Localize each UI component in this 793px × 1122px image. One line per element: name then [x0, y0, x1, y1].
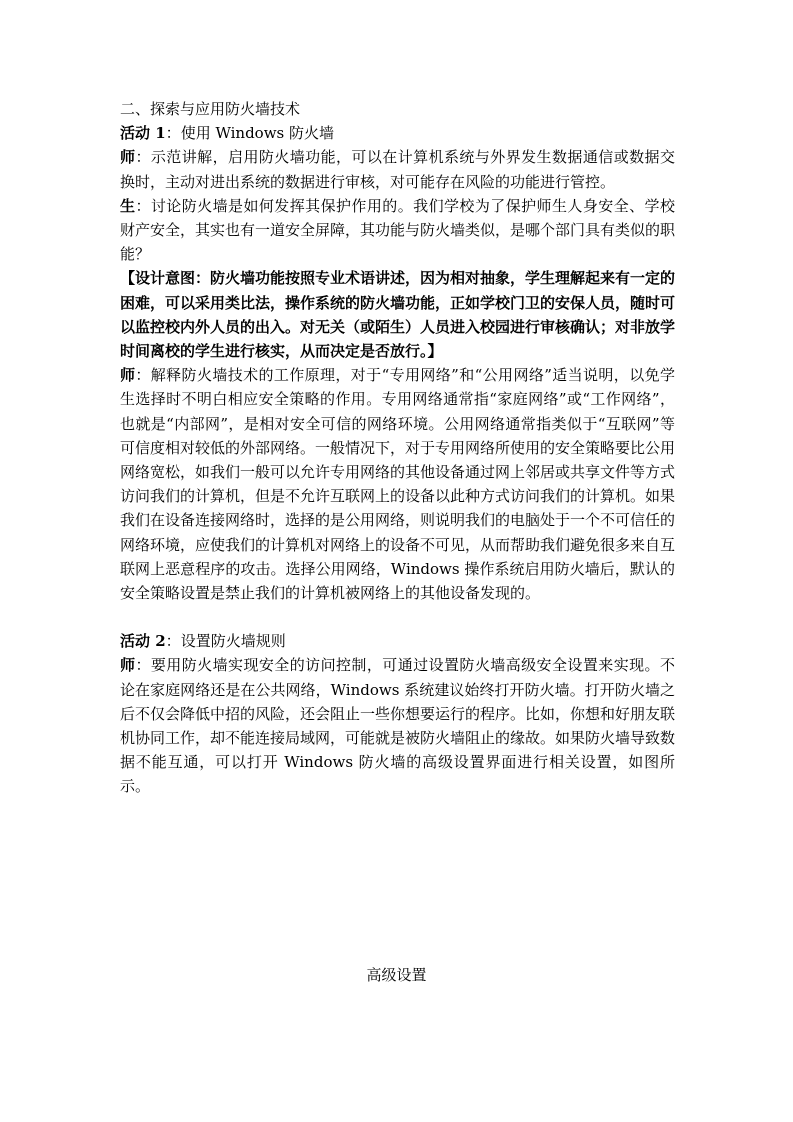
- teacher-paragraph-1: [120, 145, 675, 193]
- blank-line: [120, 605, 675, 629]
- speaker-teacher: 师: [120, 656, 136, 675]
- speaker-teacher: 师: [120, 366, 136, 385]
- activity-2-title: 设置防火墙规则: [180, 632, 286, 651]
- paragraph-text: 解释防火墙技术的工作原理，对于“专用网络”和“公用网络”适当说明，以免学生选择时不明白相应安全策略的作用。专用网络通常指“家庭网络”或“工作网络”，也就是“内部网”，是相对安全可信的网络环境。公用网络通常指类似于“互联网”等可信度相对较低的外部网络。一般情况下，对于专用网络所使用的安全策略要比公用网络宽松，如我们一般可以允许专用网络的其他设备通过网上邻居或共享文件等方式访问我们的计算机，但是不允许互联网上的设备以此种方式访问我们的计算机。如果我们在设备连接网络时，选择的是公用网络，则说明我们的电脑处于一个不可信任的网络环境，应使我们的计算机对网络上的设备不可见，从而帮助我们避免很多来自互联网上恶意程序的攻击。选择公用网络，Windows 操作系统启用防火墙后，默认的安全策略设置是禁止我们的计算机被网络上的其他设备发现的。: [120, 366, 676, 603]
- speaker-separator: ：: [135, 366, 151, 385]
- paragraph-text: 讨论防火墙是如何发挥其保护作用的。我们学校为了保护师生人身安全、学校财产安全，其实也有一道安全屏障，其功能与防火墙类似，是哪个部门具有类似的职能？: [120, 196, 676, 264]
- paragraph-text: 要用防火墙实现安全的访问控制，可通过设置防火墙高级安全设置来实现。不论在家庭网络还是在公共网络，Windows 系统建议始终打开防火墙。打开防火墙之后不仅会降低中招的风险，还会阻止一些你想要运行的程序。比如，你想和好朋友联机协同工作，却不能连接局域网，可能就是被防火墙阻止的缘故。如果防火墙导致数据不能互通，可以打开 Windows 防火墙的高级设置界面进行相关设置，如图所示。: [120, 656, 676, 796]
- activity-1-label: 活动 1: [120, 124, 166, 143]
- activity-1-title: 使用 Windows 防火墙: [180, 124, 335, 143]
- student-paragraph-1: [120, 194, 675, 267]
- figure-caption: 高级设置: [366, 966, 427, 984]
- activity-1-heading: [120, 121, 675, 145]
- activity-2-separator: ：: [165, 632, 181, 651]
- activity-1-separator: ：: [165, 124, 181, 143]
- activity-2-label: 活动 2: [120, 632, 166, 651]
- speaker-student: 生: [120, 196, 136, 215]
- design-intent-paragraph: 【设计意图：防火墙功能按照专业术语讲述，因为相对抽象，学生理解起来有一定的困难，可以采用类比法，操作系统的防火墙功能，正如学校门卫的安保人员，随时可以监控校内外人员的出入。对无关（或陌生）人员进入校园进行审核确认；对非放学时间离校的学生进行核实，从而决定是否放行。】: [120, 269, 676, 361]
- section-title: 二、探索与应用防火墙技术: [120, 100, 301, 118]
- activity-2-heading: [120, 629, 675, 653]
- teacher-paragraph-2: [120, 363, 675, 605]
- speaker-separator: ：: [135, 196, 151, 215]
- speaker-teacher: 师: [120, 148, 136, 167]
- teacher-paragraph-3: [120, 653, 675, 798]
- paragraph-text: 示范讲解，启用防火墙功能，可以在计算机系统与外界发生数据通信或数据交换时，主动对进出系统的数据进行审核，对可能存在风险的功能进行管控。: [120, 148, 675, 191]
- document-body: [120, 97, 675, 799]
- speaker-separator: ：: [135, 656, 151, 675]
- speaker-separator: ：: [135, 148, 151, 167]
